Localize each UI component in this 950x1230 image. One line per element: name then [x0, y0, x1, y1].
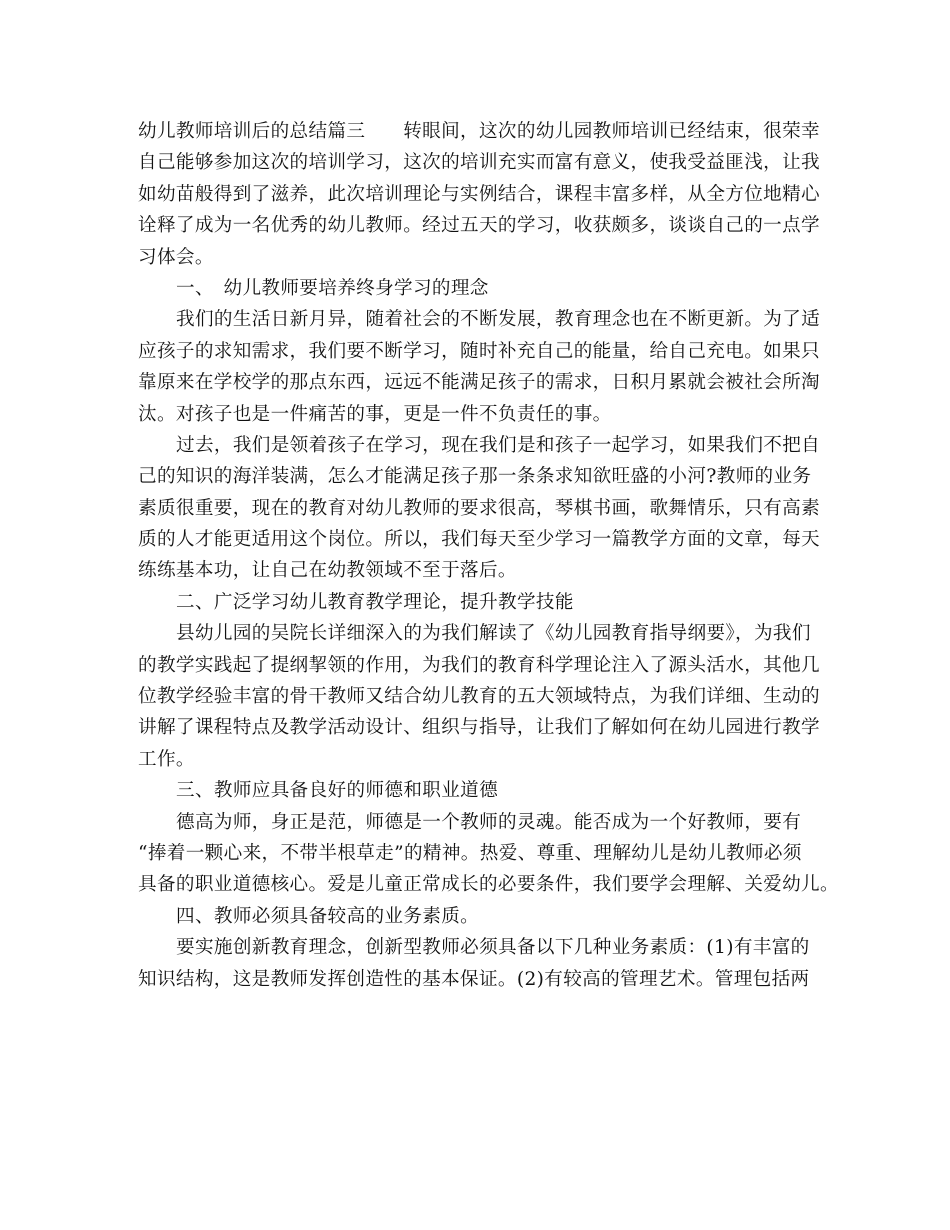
text-line: 习体会。 [138, 246, 214, 268]
text-line: 三、教师应具备良好的师德和职业道德 [176, 780, 499, 802]
text-line: 应孩子的求知需求，我们要不断学习，随时补充自己的能量，给自己充电。如果只 [138, 340, 820, 362]
text-line: 诠释了成为一名优秀的幼儿教师。经过五天的学习，收获颇多，谈谈自己的一点学 [138, 215, 820, 237]
text-line: 一、 幼儿教师要培养终身学习的理念 [176, 277, 489, 299]
text-line: 质的人才能更适用这个岗位。所以，我们每天至少学习一篇教学方面的文章，每天 [138, 529, 820, 551]
document-body [138, 116, 839, 995]
text-line: 四、教师必须具备较高的业务素质。 [176, 905, 480, 927]
text-line: 过去，我们是领着孩子在学习，现在我们是和孩子一起学习，如果我们不把自 [176, 434, 821, 456]
text-line: 德高为师，身正是范，师德是一个教师的灵魂。能否成为一个好教师，要有 [176, 811, 802, 833]
text-line: “捧着一颗心来，不带半根草走”的精神。热爱、尊重、理解幼儿是幼儿教师必须 [138, 842, 802, 864]
text-line: 具备的职业道德核心。爱是儿童正常成长的必要条件，我们要学会理解、关爱幼儿。 [138, 874, 839, 896]
text-line: 练练基本功，让自己在幼教领域不至于落后。 [138, 560, 517, 582]
text-line: 己的知识的海洋装满，怎么才能满足孩子那一条条求知欲旺盛的小河?教师的业务 [138, 466, 812, 488]
text-line: 自己能够参加这次的培训学习，这次的培训充实而富有意义，使我受益匪浅，让我 [138, 152, 820, 174]
text-line: 二、广泛学习幼儿教育教学理论，提升教学技能 [176, 591, 574, 613]
text-line: 位教学经验丰富的骨干教师又结合幼儿教育的五大领域特点，为我们详细、生动的 [138, 686, 820, 708]
text-line: 如幼苗般得到了滋养，此次培训理论与实例结合，课程丰富多样，从全方位地精心 [138, 183, 820, 205]
text-line: 讲解了课程特点及教学活动设计、组织与指导，让我们了解如何在幼儿园进行教学 [138, 717, 820, 739]
text-line: 工作。 [138, 748, 195, 770]
text-line: 知识结构，这是教师发挥创造性的基本保证。(2)有较高的管理艺术。管理包括两 [138, 968, 810, 990]
text-line: 汰。对孩子也是一件痛苦的事，更是一件不负责任的事。 [138, 403, 612, 425]
text-line: 的教学实践起了提纲挈领的作用，为我们的教育科学理论注入了源头活水，其他几 [138, 654, 820, 676]
text-line: 靠原来在学校学的那点东西，远远不能满足孩子的需求，日积月累就会被社会所淘 [138, 372, 820, 394]
text-line: 县幼儿园的吴院长详细深入的为我们解读了《幼儿园教育指导纲要》，为我们 [176, 623, 811, 645]
text-line: 素质很重要，现在的教育对幼儿教师的要求很高，琴棋书画，歌舞情乐，只有高素 [138, 497, 820, 519]
text-line: 要实施创新教育理念，创新型教师必须具备以下几种业务素质：(1)有丰富的 [176, 937, 810, 959]
text-line: 幼儿教师培训后的总结篇三 转眼间，这次的幼儿园教师培训已经结束，很荣幸 [138, 121, 820, 142]
text-line: 我们的生活日新月异，随着社会的不断发展，教育理念也在不断更新。为了适 [176, 309, 821, 331]
